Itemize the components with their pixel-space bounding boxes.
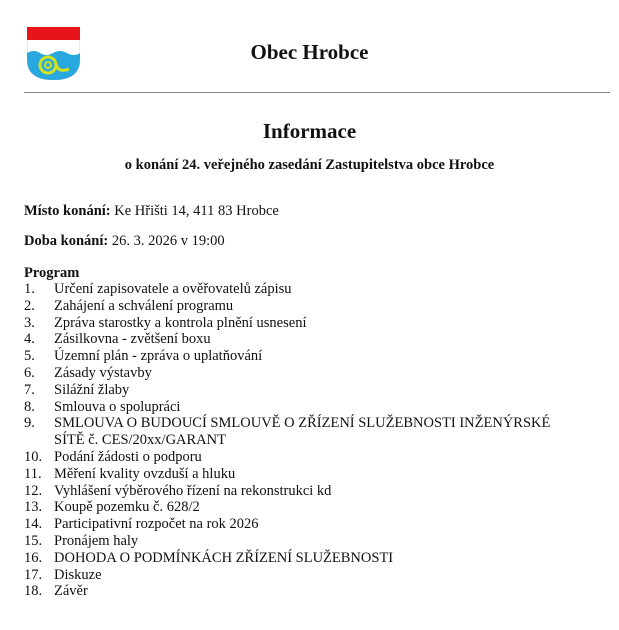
item-number: 5. (24, 348, 35, 365)
program-item (24, 533, 584, 550)
place-field (24, 203, 279, 220)
program-item (24, 415, 584, 449)
item-text: Zásady výstavby (54, 364, 152, 381)
page-subheading: o konání 24. veřejného zasedání Zastupitelstva obce Hrobce (124, 157, 495, 173)
item-text: Koupě pozemku č. 628/2 (54, 499, 200, 516)
item-number: 18. (24, 583, 43, 600)
item-text: Měření kvality ovzduší a hluku (54, 465, 236, 482)
item-text: Zpráva starostky a kontrola plnění usnesení (54, 314, 307, 331)
item-text: Zahájení a schválení programu (54, 297, 234, 314)
program-item (24, 449, 584, 466)
item-number: 3. (24, 314, 35, 331)
program-item (24, 466, 584, 483)
item-number: 14. (24, 516, 43, 533)
time-field (24, 233, 225, 250)
item-text: Určení zapisovatele a ověřovatelů zápisu (54, 281, 292, 297)
item-text: Silážní žlaby (54, 381, 130, 398)
item-number: 8. (24, 398, 35, 415)
program-item (24, 281, 584, 298)
place-value: Ke Hřišti 14, 411 83 Hrobce (114, 203, 279, 219)
program-list (24, 281, 584, 600)
item-number: 1. (24, 281, 35, 297)
item-number: 2. (24, 297, 35, 314)
program-item (24, 298, 584, 315)
program-item (24, 583, 584, 600)
page-heading: Informace (262, 119, 357, 143)
program-item (24, 348, 584, 365)
program-item (24, 315, 584, 332)
divider (24, 92, 610, 93)
item-text: Smlouva o spolupráci (54, 398, 181, 415)
item-text: Podání žádosti o podporu (54, 448, 202, 465)
time-value: 26. 3. 2026 v 19:00 (111, 233, 225, 249)
program-item (24, 331, 584, 348)
item-number: 10. (24, 448, 43, 465)
item-number: 13. (24, 499, 43, 516)
item-number: 11. (24, 465, 42, 482)
item-text: DOHODA O PODMÍNKÁCH ZŘÍZENÍ SLUŽEBNOSTI (54, 549, 394, 566)
item-text: SMLOUVA O BUDOUCÍ SMLOUVĚ O ZŘÍZENÍ SLUŽEBNOSTI INŽENÝRSKÉ SÍTĚ č. CES/20xx/GARANT (54, 415, 551, 449)
program-title: Program (24, 265, 80, 281)
program-item (24, 499, 584, 516)
item-number: 4. (24, 331, 35, 348)
item-text: Diskuze (54, 566, 102, 583)
program-item (24, 365, 584, 382)
item-text: Závěr (54, 583, 88, 600)
item-number: 17. (24, 566, 43, 583)
program-item (24, 483, 584, 500)
program-item (24, 550, 584, 567)
program-item (24, 516, 584, 533)
item-number: 15. (24, 532, 43, 549)
program-item (24, 399, 584, 416)
program-item (24, 382, 584, 399)
item-text: Pronájem haly (54, 532, 139, 549)
item-number: 12. (24, 482, 43, 499)
item-number: 7. (24, 381, 35, 398)
item-text: Zásilkovna - zvětšení boxu (54, 331, 211, 348)
site-title: Obec Hrobce (250, 40, 369, 64)
place-label: Místo konání: (24, 203, 111, 219)
item-text: Participativní rozpočet na rok 2026 (54, 516, 259, 533)
item-text: Vyhlášení výběrového řízení na rekonstrukci kd (54, 482, 332, 499)
time-label: Doba konání: (24, 233, 109, 249)
item-number: 6. (24, 364, 35, 381)
item-number: 9. (24, 415, 35, 432)
item-number: 16. (24, 549, 43, 566)
item-text: Územní plán - zpráva o uplatňování (54, 348, 263, 365)
program-item (24, 567, 584, 584)
